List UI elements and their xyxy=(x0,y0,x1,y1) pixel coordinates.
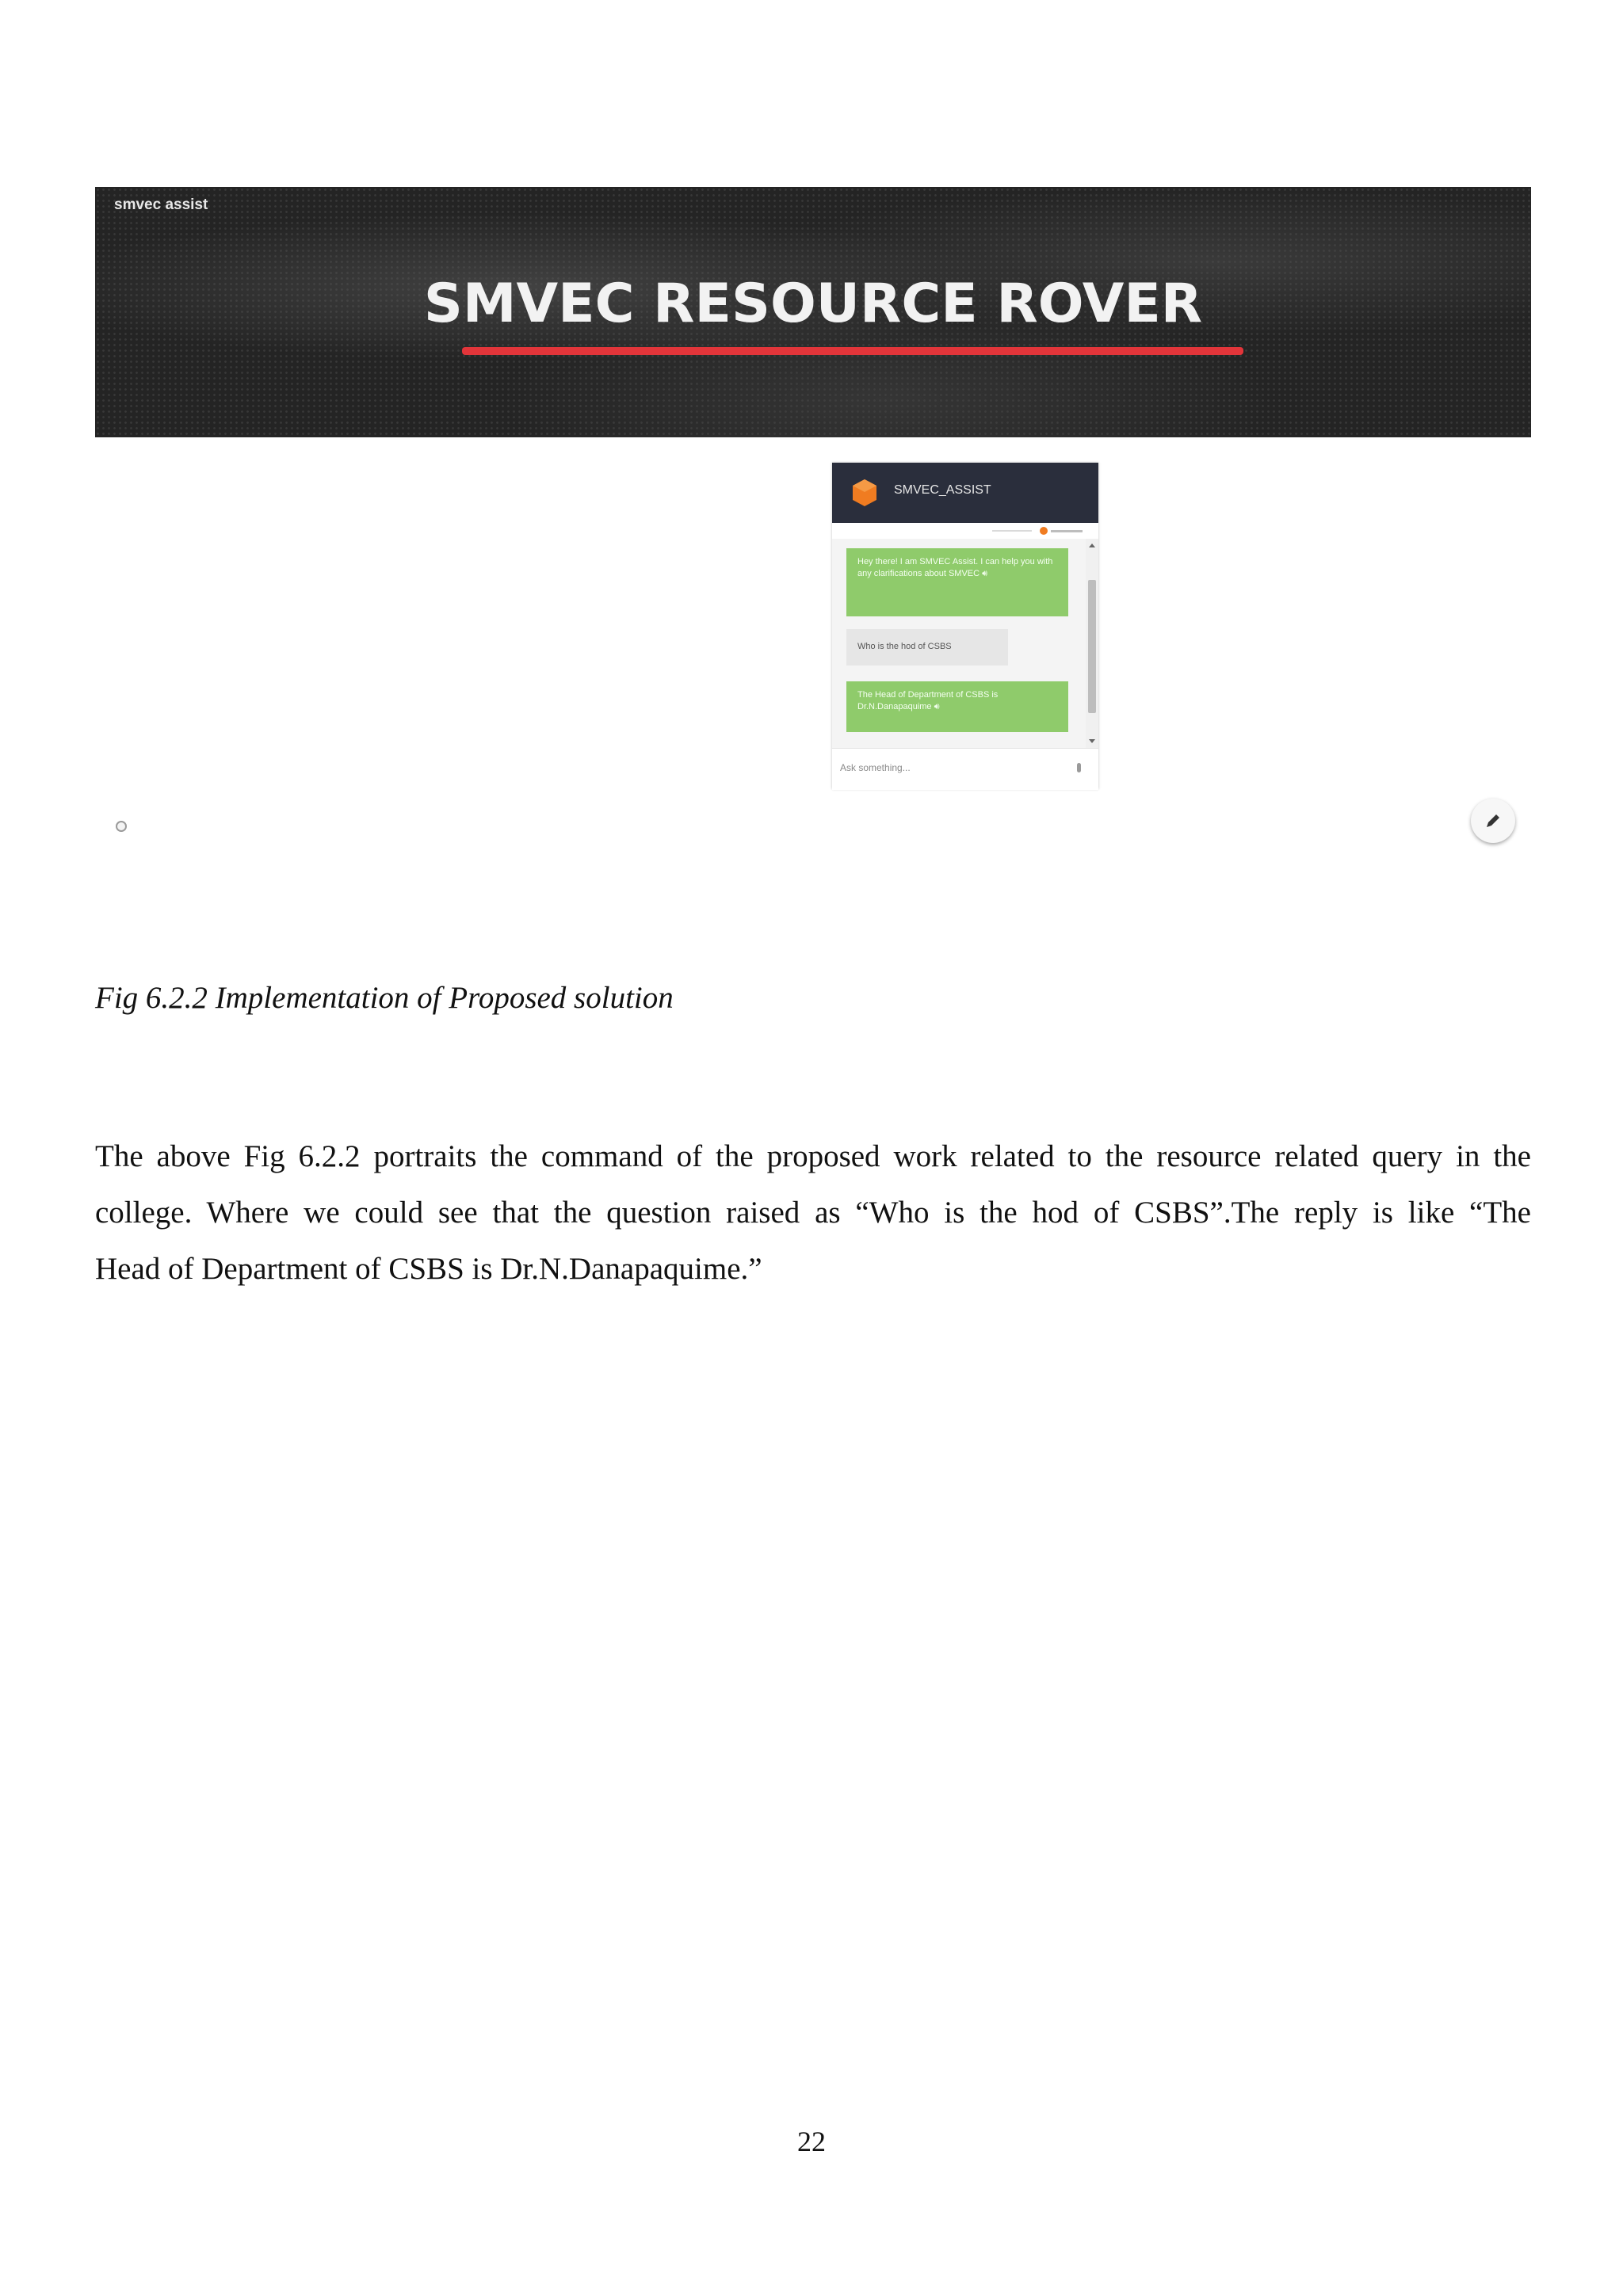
provider-name xyxy=(1051,530,1083,532)
edit-button[interactable] xyxy=(1471,799,1515,843)
message-text: The Head of Department of CSBS is Dr.N.Danapaquime xyxy=(857,690,999,711)
user-message xyxy=(846,629,1008,666)
chat-input-bar xyxy=(832,748,1098,790)
chat-scrollbar[interactable] xyxy=(1086,539,1098,748)
provider-logo-icon xyxy=(1040,527,1048,535)
banner-underline xyxy=(462,347,1243,355)
scroll-down-arrow-icon[interactable] xyxy=(1089,739,1095,743)
pencil-icon xyxy=(1484,811,1503,830)
message-text: Hey there! I am SMVEC Assist. I can help you with any clarifications about SMVEC xyxy=(857,557,1053,578)
powered-by-text xyxy=(992,530,1032,532)
app-banner xyxy=(95,187,1531,437)
orange-hexagon-icon xyxy=(851,479,878,507)
paragraph-line: college. Where we could see that the question raised as “Who is the hod of CSBS”.The reply is like “The xyxy=(95,1196,1531,1230)
chat-widget xyxy=(832,463,1098,789)
brand-label[interactable]: smvec assist xyxy=(114,196,208,213)
microphone-icon[interactable] xyxy=(1077,763,1081,772)
chat-title: SMVEC_ASSIST xyxy=(894,483,991,497)
banner-title: SMVEC RESOURCE ROVER xyxy=(423,273,1203,335)
scroll-up-arrow-icon[interactable] xyxy=(1089,543,1095,547)
speaker-icon[interactable]: 🔊︎ xyxy=(982,569,988,578)
figure-caption: Fig 6.2.2 Implementation of Proposed solution xyxy=(95,981,674,1015)
chat-input[interactable] xyxy=(840,758,1054,777)
scroll-thumb[interactable] xyxy=(1088,580,1096,713)
speaker-icon[interactable]: 🔊︎ xyxy=(934,702,940,711)
bot-message xyxy=(846,548,1068,616)
chat-header xyxy=(832,463,1098,523)
message-text: Who is the hod of CSBS xyxy=(857,642,952,651)
body-paragraph xyxy=(95,1128,1531,1297)
page-number: 22 xyxy=(797,2126,826,2157)
settings-icon[interactable] xyxy=(116,821,127,832)
powered-by-strip xyxy=(832,523,1098,539)
paragraph-line: Head of Department of CSBS is Dr.N.Danapaquime.” xyxy=(95,1252,762,1286)
screenshot-figure xyxy=(95,187,1531,852)
bot-message xyxy=(846,681,1068,732)
chat-messages xyxy=(832,539,1098,748)
paragraph-line: The above Fig 6.2.2 portraits the command of the proposed work related to the resource related query in the xyxy=(95,1139,1531,1173)
